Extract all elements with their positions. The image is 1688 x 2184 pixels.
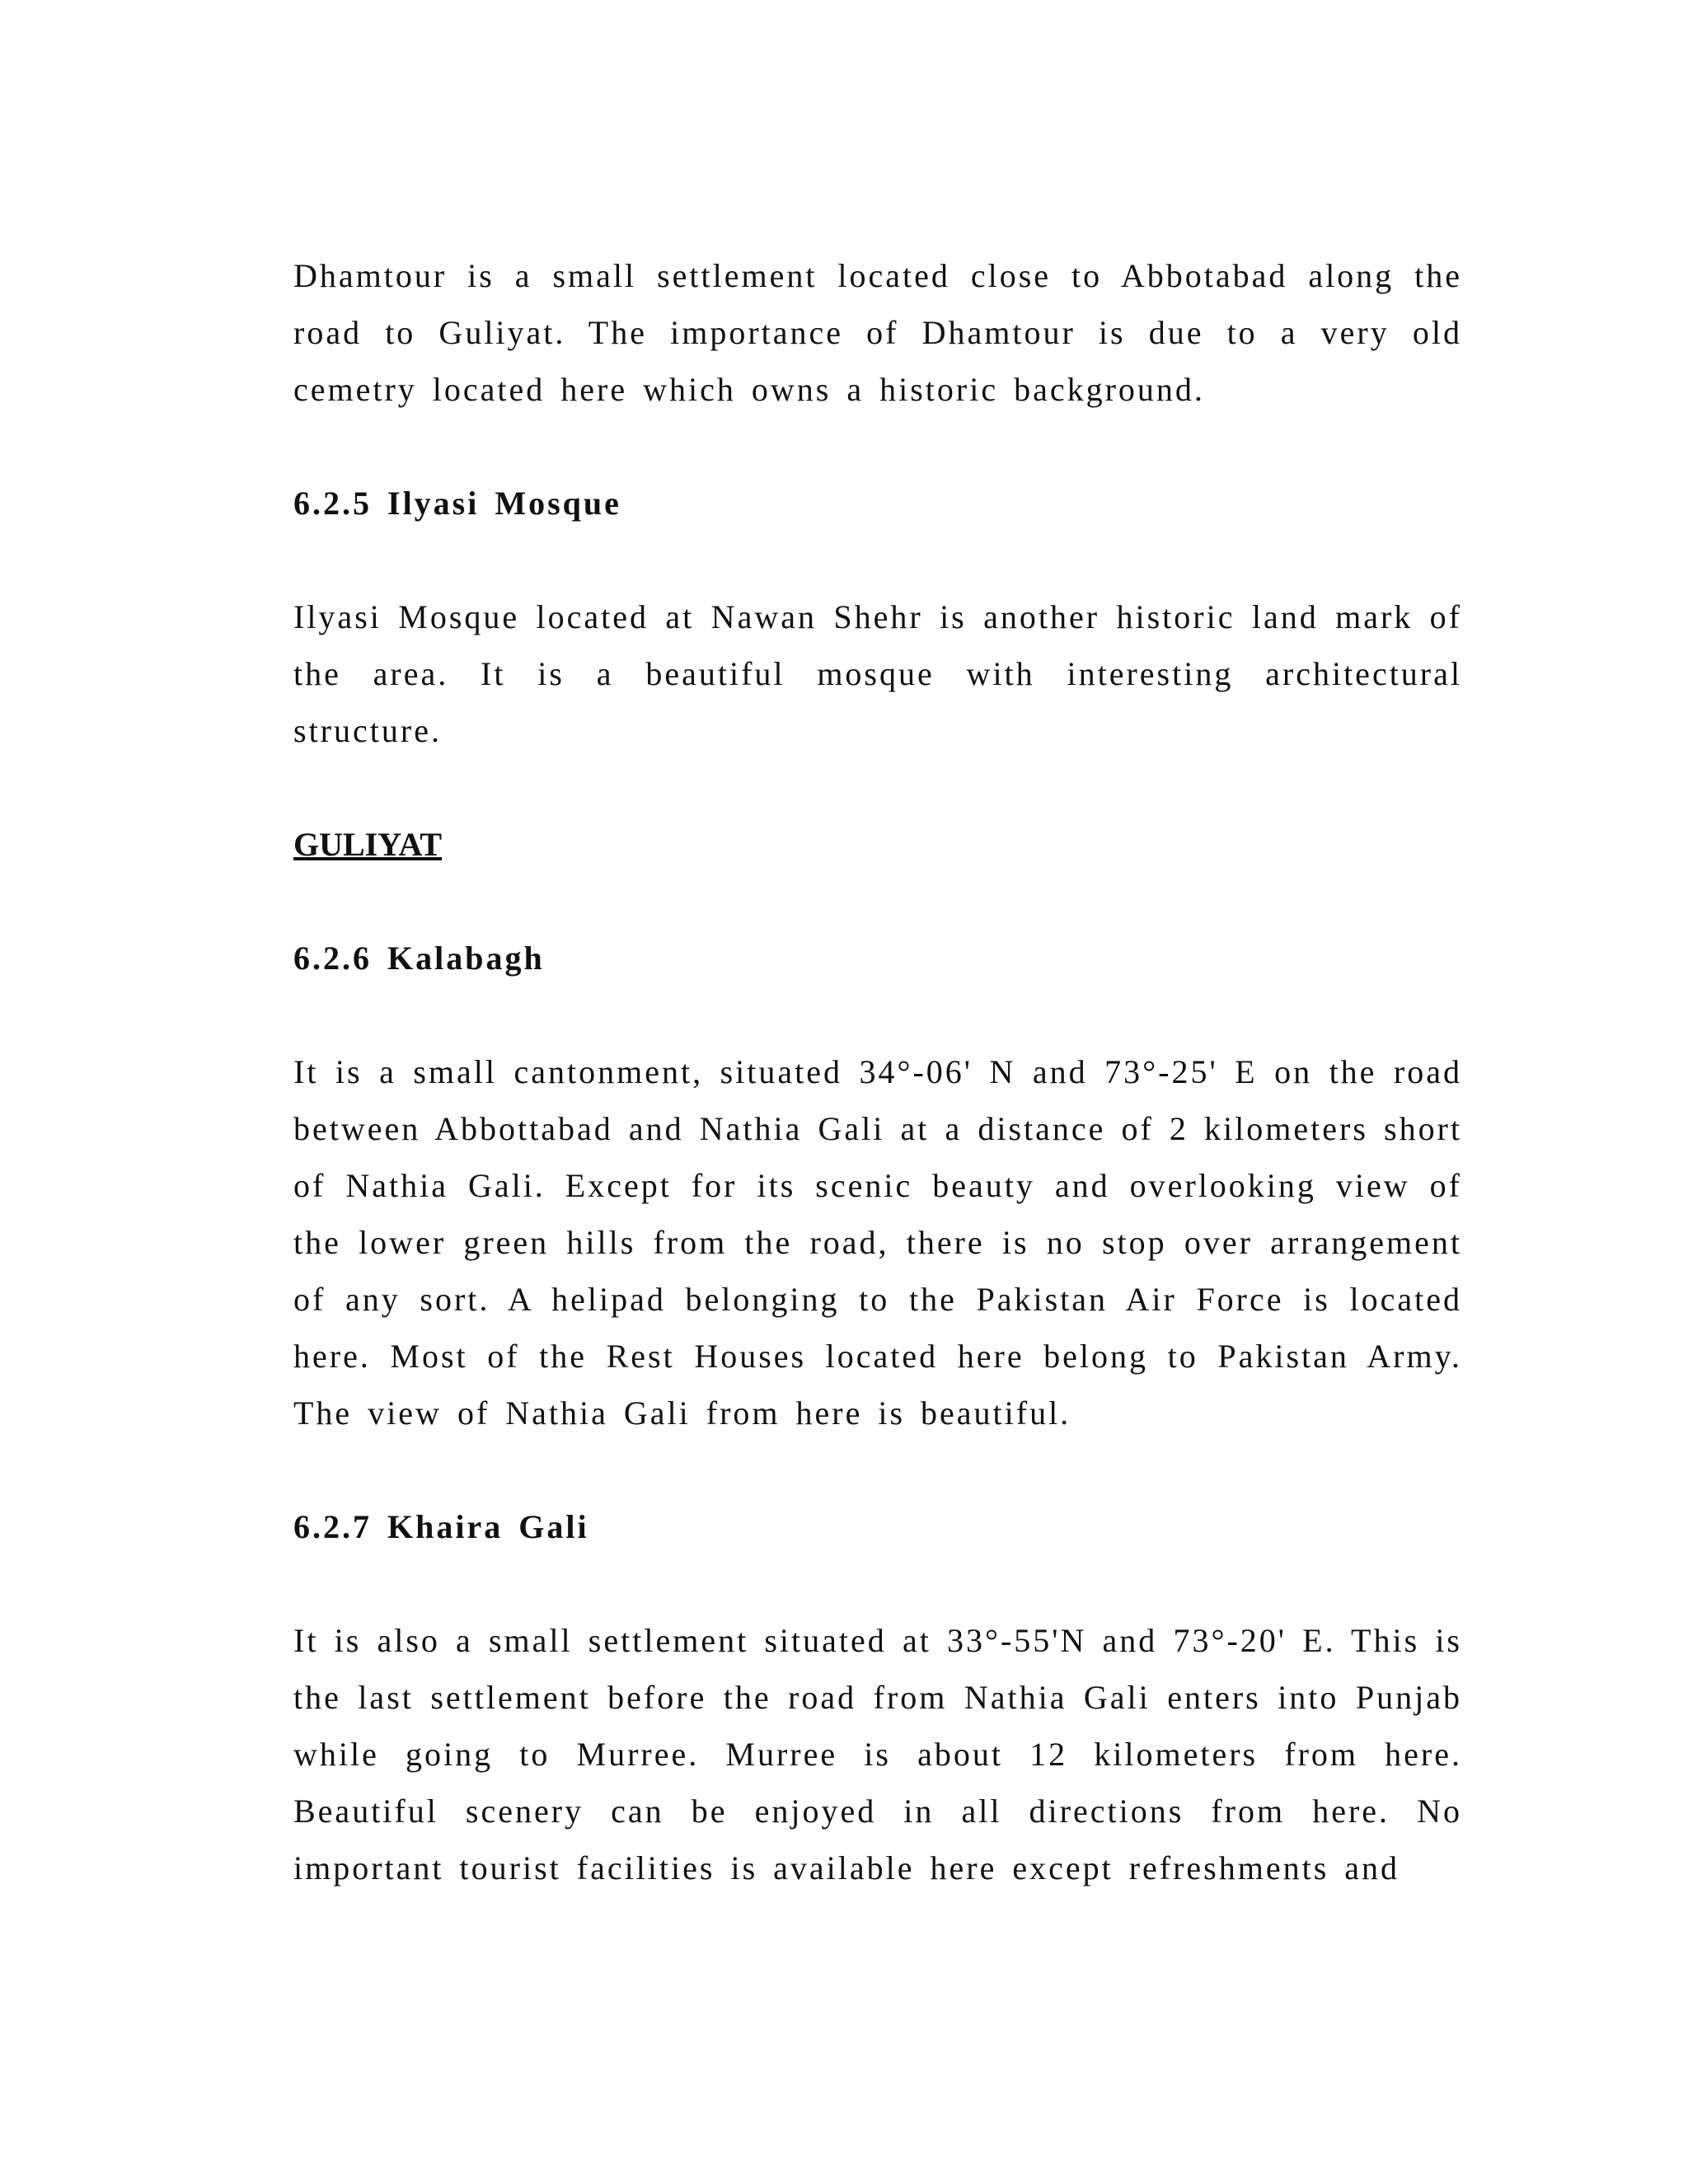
kalabagh-heading: 6.2.6 Kalabagh	[293, 940, 545, 977]
spacer	[293, 987, 1462, 1043]
spacer	[293, 759, 1462, 816]
spacer	[293, 1555, 1462, 1612]
khaira-gali-heading: 6.2.7 Khaira Gali	[293, 1508, 589, 1545]
ilyasi-mosque-heading: 6.2.5 Ilyasi Mosque	[293, 485, 621, 522]
guliyat-region-heading: GULIYAT	[293, 826, 443, 863]
document-page	[293, 247, 1462, 1896]
spacer	[293, 1441, 1462, 1498]
dhamtour-paragraph: Dhamtour is a small settlement located close to Abbotabad along the road to Guliyat. The importance of Dhamtour is due to a very old cemetry located here which owns a historic background.	[293, 257, 1462, 408]
khaira-gali-paragraph: It is also a small settlement situated at 33°-55'N and 73°-20' E. This is the last settlement before the road from Nathia Gali enters into Punjab while going to Murree. Murree is about 12 kilometers from here. Beautiful scenery can be enjoyed in all directions from here. No important tourist facilities is available here except refreshments and	[293, 1622, 1462, 1886]
spacer	[293, 418, 1462, 475]
spacer	[293, 873, 1462, 930]
ilyasi-mosque-paragraph: Ilyasi Mosque located at Nawan Shehr is another historic land mark of the area. It is a beautiful mosque with interesting architectural structure.	[293, 598, 1462, 749]
kalabagh-paragraph: It is a small cantonment, situated 34°-06' N and 73°-25' E on the road between Abbottabad and Nathia Gali at a distance of 2 kilometers short of Nathia Gali. Except for its scenic beauty and overlooking view of the lower green hills from the road, there is no stop over arrangement of any sort. A helipad belonging to the Pakistan Air Force is located here. Most of the Rest Houses located here belong to Pakistan Army. The view of Nathia Gali from here is beautiful.	[293, 1053, 1462, 1432]
spacer	[293, 532, 1462, 588]
